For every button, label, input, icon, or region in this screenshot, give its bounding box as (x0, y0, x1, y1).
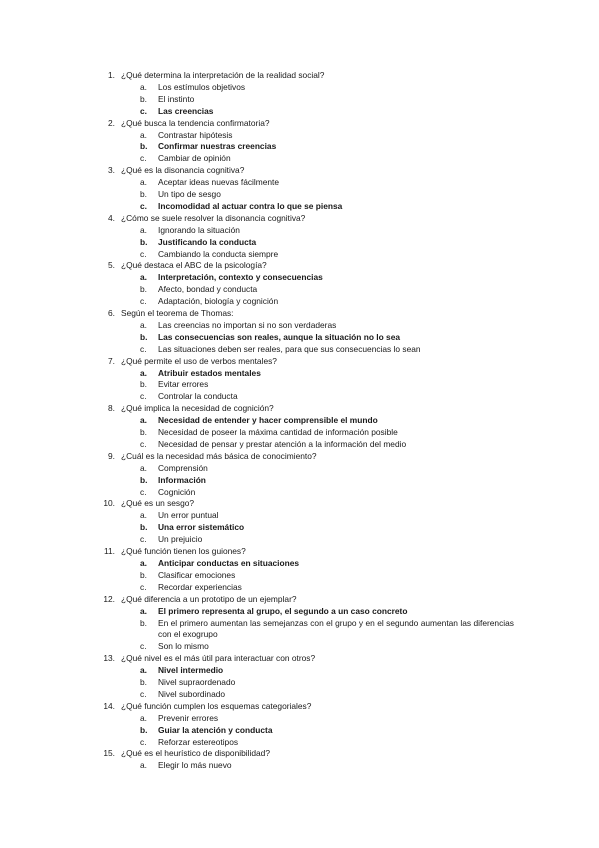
question-line (0, 165, 599, 177)
question-number: 1. (108, 70, 115, 80)
option-letter: c. (140, 486, 147, 497)
answer-option-correct (0, 606, 599, 618)
answer-option (0, 249, 599, 261)
option-letter: a. (140, 462, 147, 473)
answer-option (0, 320, 599, 332)
option-text: Las creencias no importan si no son verdaderas (158, 319, 337, 330)
answer-option (0, 284, 599, 296)
option-text: Ignorando la situación (158, 224, 240, 235)
option-text: Adaptación, biología y cognición (158, 296, 279, 307)
answer-option (0, 439, 599, 451)
option-text: Cognición (158, 486, 196, 497)
option-text: Necesidad de poseer la máxima cantidad de información posible (158, 427, 398, 438)
question-line (0, 213, 599, 225)
question-number: 8. (108, 403, 115, 414)
option-text: Los estímulos objetivos (158, 81, 246, 92)
option-text: Un prejuicio (158, 534, 203, 545)
question-text: ¿Qué función tienen los guiones? (121, 546, 246, 557)
answer-option (0, 510, 599, 522)
answer-option-correct (0, 106, 599, 118)
option-text: Nivel subordinado (158, 688, 226, 699)
option-text: Un error puntual (158, 510, 219, 521)
question-text: ¿Qué es un sesgo? (121, 498, 195, 509)
answer-option (0, 534, 599, 546)
question-item (0, 701, 599, 749)
option-text: Interpretación, contexto y consecuencias (158, 272, 323, 283)
option-letter: b. (140, 522, 148, 533)
option-letter: a. (140, 557, 147, 568)
option-letter: b. (140, 141, 148, 152)
answer-option (0, 296, 599, 308)
option-letter: b. (140, 569, 147, 580)
option-text: Prevenir errores (158, 712, 219, 723)
option-text: Aceptar ideas nuevas fácilmente (158, 177, 280, 188)
question-text: ¿Qué permite el uso de verbos mentales? (121, 355, 277, 366)
question-line (0, 70, 599, 82)
option-letter: a. (140, 665, 147, 676)
answer-option (0, 641, 599, 653)
option-text: El instinto (158, 93, 195, 104)
option-text: Cambiar de opinión (158, 153, 231, 164)
option-letter: b. (140, 427, 147, 438)
question-item (0, 260, 599, 308)
question-item (0, 498, 599, 546)
question-item (0, 356, 599, 404)
answer-option-correct (0, 237, 599, 249)
question-line (0, 653, 599, 665)
answer-option-correct (0, 272, 599, 284)
option-letter: c. (140, 248, 147, 259)
answer-option-correct (0, 558, 599, 570)
question-list (0, 70, 599, 772)
question-number: 10. (103, 498, 115, 509)
option-text: Incomodidad al actuar contra lo que se piensa (158, 200, 343, 211)
option-letter: c. (140, 391, 147, 402)
question-text: ¿Qué nivel es el más útil para interactuar con otros? (121, 653, 316, 664)
answer-options (0, 177, 599, 213)
answer-options (0, 558, 599, 594)
answer-option (0, 225, 599, 237)
option-text: Cambiando la conducta siempre (158, 248, 279, 259)
question-item (0, 451, 599, 499)
answer-option-correct (0, 725, 599, 737)
option-letter: a. (140, 319, 147, 330)
answer-options (0, 463, 599, 499)
question-text: ¿Qué es el heurístico de disponibilidad? (121, 748, 270, 759)
option-text: Afecto, bondad y conducta (158, 284, 258, 295)
option-letter: c. (140, 153, 147, 164)
option-letter: c. (140, 736, 147, 747)
answer-option-correct (0, 665, 599, 677)
option-letter: c. (140, 296, 147, 307)
option-letter: c. (140, 438, 147, 449)
answer-option (0, 379, 599, 391)
question-line (0, 356, 599, 368)
answer-option (0, 689, 599, 701)
option-letter: a. (140, 712, 147, 723)
question-line (0, 701, 599, 713)
option-text: Anticipar conductas en situaciones (158, 557, 300, 568)
option-letter: b. (140, 331, 148, 342)
option-text: Contrastar hipótesis (158, 129, 233, 140)
question-number: 3. (108, 165, 115, 176)
option-letter: b. (140, 236, 148, 247)
option-letter: b. (140, 617, 147, 628)
answer-option (0, 94, 599, 106)
answer-option (0, 487, 599, 499)
answer-option (0, 82, 599, 94)
option-text: Una error sistemático (158, 522, 245, 533)
option-text: Necesidad de pensar y prestar atención a la información del medio (158, 438, 407, 449)
option-text: Comprensión (158, 462, 208, 473)
question-number: 5. (108, 260, 115, 271)
question-text: ¿Qué determina la interpretación de la realidad social? (121, 70, 325, 80)
question-line (0, 451, 599, 463)
option-letter: b. (140, 379, 147, 390)
question-text: Según el teorema de Thomas: (121, 308, 234, 319)
option-text: Atribuir estados mentales (158, 367, 261, 378)
option-letter: a. (140, 272, 147, 283)
question-text: ¿Qué función cumplen los esquemas categoriales? (121, 700, 312, 711)
option-letter: b. (140, 724, 148, 735)
answer-option-correct (0, 368, 599, 380)
option-text: En el primero aumentan las semejanzas con el grupo y en el segundo aumentan las diferencias con el exogrupo (158, 617, 514, 640)
question-item (0, 308, 599, 356)
answer-options (0, 665, 599, 701)
question-line (0, 546, 599, 558)
answer-options (0, 760, 599, 772)
answer-options (0, 713, 599, 749)
answer-option (0, 570, 599, 582)
question-line (0, 118, 599, 130)
answer-options (0, 320, 599, 356)
option-text: Recordar experiencias (158, 581, 242, 592)
question-item (0, 403, 599, 451)
question-item (0, 118, 599, 166)
answer-options (0, 82, 599, 118)
option-text: Un tipo de sesgo (158, 189, 221, 200)
answer-option (0, 153, 599, 165)
question-text: ¿Qué destaca el ABC de la psicología? (121, 260, 267, 271)
option-text: Son lo mismo (158, 641, 209, 652)
question-number: 4. (108, 212, 115, 223)
answer-option (0, 677, 599, 689)
option-letter: b. (140, 189, 147, 200)
option-text: Elegir lo más nuevo (158, 760, 232, 771)
answer-options (0, 130, 599, 166)
option-text: Las consecuencias son reales, aunque la situación no lo sea (158, 331, 401, 342)
question-item (0, 748, 599, 772)
option-letter: b. (140, 284, 147, 295)
answer-options (0, 606, 599, 654)
option-text: Necesidad de entender y hacer comprensible el mundo (158, 415, 378, 426)
question-text: ¿Cómo se suele resolver la disonancia cognitiva? (121, 212, 306, 223)
option-letter: a. (140, 224, 147, 235)
option-letter: a. (140, 510, 147, 521)
option-letter: c. (140, 534, 147, 545)
answer-option-correct (0, 415, 599, 427)
option-letter: c. (140, 200, 147, 211)
answer-option-correct (0, 141, 599, 153)
option-letter: b. (140, 93, 147, 104)
question-text: ¿Cuál es la necesidad más básica de conocimiento? (121, 450, 317, 461)
question-item (0, 213, 599, 261)
option-letter: a. (140, 129, 147, 140)
question-item (0, 546, 599, 594)
answer-option (0, 177, 599, 189)
question-number: 11. (103, 546, 115, 557)
answer-option (0, 344, 599, 356)
answer-options (0, 368, 599, 404)
option-text: Controlar la conducta (158, 391, 238, 402)
answer-options (0, 510, 599, 546)
question-text: ¿Qué busca la tendencia confirmatoria? (121, 117, 270, 128)
question-line (0, 594, 599, 606)
option-letter: a. (140, 605, 147, 616)
question-text: ¿Qué diferencia a un prototipo de un ejemplar? (121, 593, 297, 604)
option-text: Nivel supraordenado (158, 677, 236, 688)
question-item (0, 653, 599, 701)
option-text: Clasificar emociones (158, 569, 236, 580)
option-letter: b. (140, 677, 147, 688)
option-letter: a. (140, 367, 147, 378)
option-letter: c. (140, 688, 147, 699)
question-item (0, 594, 599, 654)
question-text: ¿Qué es la disonancia cognitiva? (121, 165, 245, 176)
option-letter: c. (140, 105, 147, 116)
question-number: 12. (103, 593, 115, 604)
option-text: El primero representa al grupo, el segundo a un caso concreto (158, 605, 408, 616)
question-number: 7. (108, 355, 115, 366)
option-letter: a. (140, 760, 147, 771)
question-number: 14. (103, 700, 115, 711)
answer-option (0, 713, 599, 725)
question-line (0, 403, 599, 415)
answer-option (0, 582, 599, 594)
option-letter: c. (140, 641, 147, 652)
answer-options (0, 415, 599, 451)
option-text: Reforzar estereotipos (158, 736, 239, 747)
option-text: Evitar errores (158, 379, 209, 390)
option-letter: a. (140, 415, 147, 426)
answer-option-correct (0, 475, 599, 487)
answer-option-correct (0, 201, 599, 213)
question-line (0, 260, 599, 272)
option-text: Las situaciones deben ser reales, para que sus consecuencias lo sean (158, 343, 421, 354)
answer-option (0, 618, 599, 642)
option-text: Guiar la atención y conducta (158, 724, 273, 735)
answer-options (0, 225, 599, 261)
answer-option (0, 463, 599, 475)
question-line (0, 748, 599, 760)
question-text: ¿Qué implica la necesidad de cognición? (121, 403, 274, 414)
option-text: Información (158, 474, 206, 485)
question-item (0, 70, 599, 118)
option-text: Nivel intermedio (158, 665, 224, 676)
option-text: Las creencias (158, 105, 214, 116)
answer-option-correct (0, 332, 599, 344)
question-number: 9. (108, 450, 115, 461)
option-letter: a. (140, 177, 147, 188)
question-number: 15. (103, 748, 115, 759)
answer-option (0, 737, 599, 749)
question-number: 2. (108, 117, 115, 128)
answer-option-correct (0, 522, 599, 534)
answer-option (0, 427, 599, 439)
answer-option (0, 391, 599, 403)
question-item (0, 165, 599, 213)
question-line (0, 498, 599, 510)
option-text: Confirmar nuestras creencias (158, 141, 277, 152)
option-letter: a. (140, 81, 147, 92)
option-letter: c. (140, 343, 147, 354)
question-number: 6. (108, 308, 115, 319)
answer-option (0, 130, 599, 142)
answer-options (0, 272, 599, 308)
answer-option (0, 760, 599, 772)
question-number: 13. (103, 653, 115, 664)
option-text: Justificando la conducta (158, 236, 257, 247)
question-line (0, 308, 599, 320)
answer-option (0, 189, 599, 201)
option-letter: b. (140, 474, 148, 485)
option-letter: c. (140, 581, 147, 592)
